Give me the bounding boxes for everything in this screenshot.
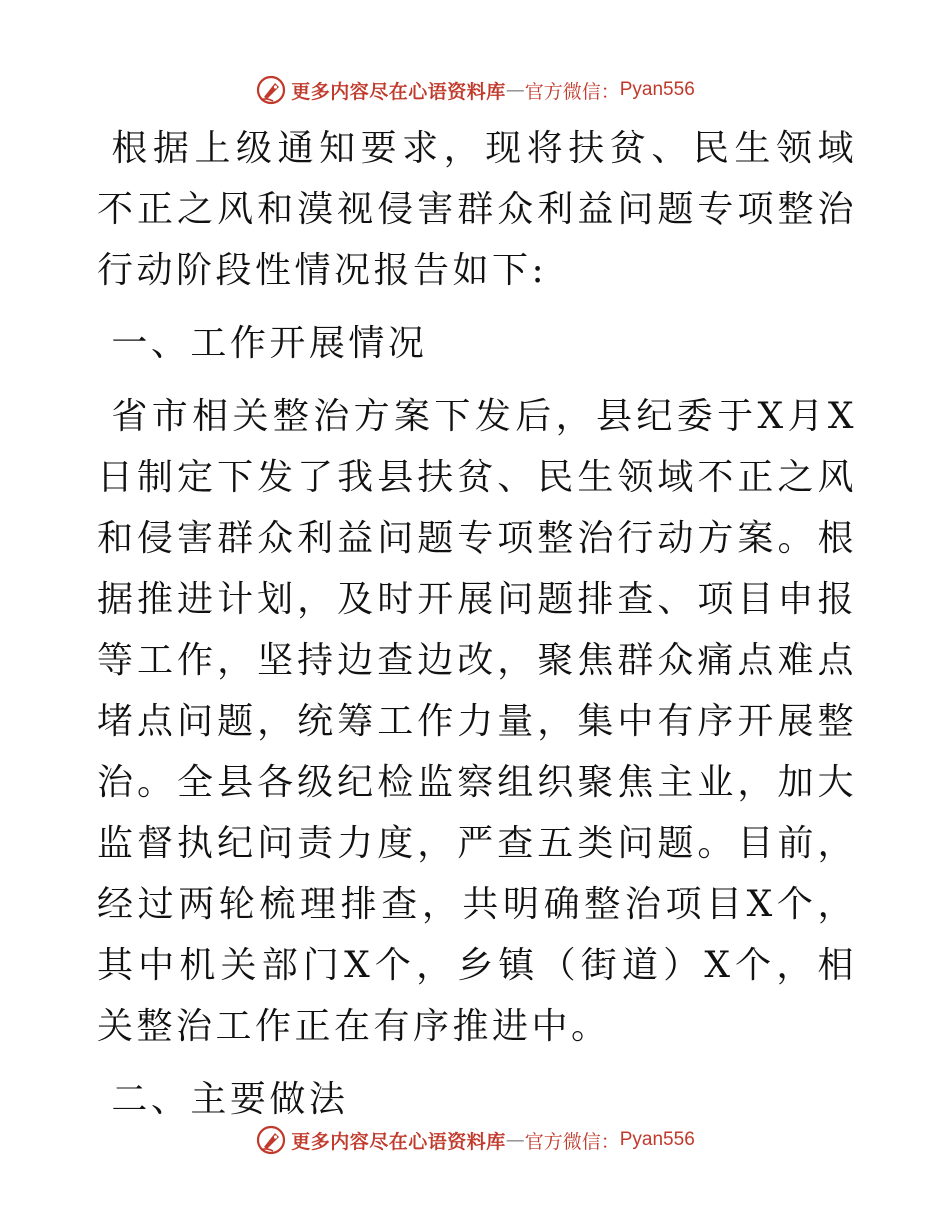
header-watermark (0, 70, 950, 110)
spacer (97, 1057, 857, 1069)
spacer (97, 374, 857, 386)
section-2-heading: 二、主要做法 (111, 1079, 349, 1120)
document-body (97, 118, 857, 1130)
intro-paragraph: 根据上级通知要求，现将扶贫、民生领域不正之风和漠视侵害群众利益问题专项整治行动阶段性情况报告如下: (97, 128, 857, 291)
footer-wechat-label: 官方微信： (524, 1130, 620, 1153)
header-brand-text: 更多内容尽在心语资料库 (291, 80, 506, 103)
footer-dash: — (505, 1129, 525, 1151)
spacer (97, 301, 857, 313)
section-1-paragraph: 省市相关整治方案下发后，县纪委于X月X日制定下发了我县扶贫、民生领域不正之风和侵害群众利益问题专项整治行动方案。根据推进计划，及时开展问题排查、项目申报等工作，坚持边查边改，聚焦群众痛点难点堵点问题，统筹工作力量，集中有序开展整治。全县各级纪检监察组织聚焦主业，加大监督执纪问责力度，严查五类问题。目前，经过两轮梳理排查，共明确整治项目X个，其中机关部门X个，乡镇（街道）X个，相关整治工作正在有序推进中。 (97, 396, 857, 1047)
footer-brand-text: 更多内容尽在心语资料库 (291, 1130, 506, 1153)
header-wechat-id: Pyan556 (619, 79, 695, 100)
pen-nib-logo-icon (255, 1124, 287, 1156)
footer-watermark (0, 1120, 950, 1160)
section-1-heading: 一、工作开展情况 (111, 323, 428, 364)
header-dash: — (505, 79, 525, 101)
header-wechat-label: 官方微信： (524, 80, 620, 103)
pen-nib-logo-icon (255, 74, 287, 106)
footer-wechat-id: Pyan556 (619, 1129, 695, 1150)
